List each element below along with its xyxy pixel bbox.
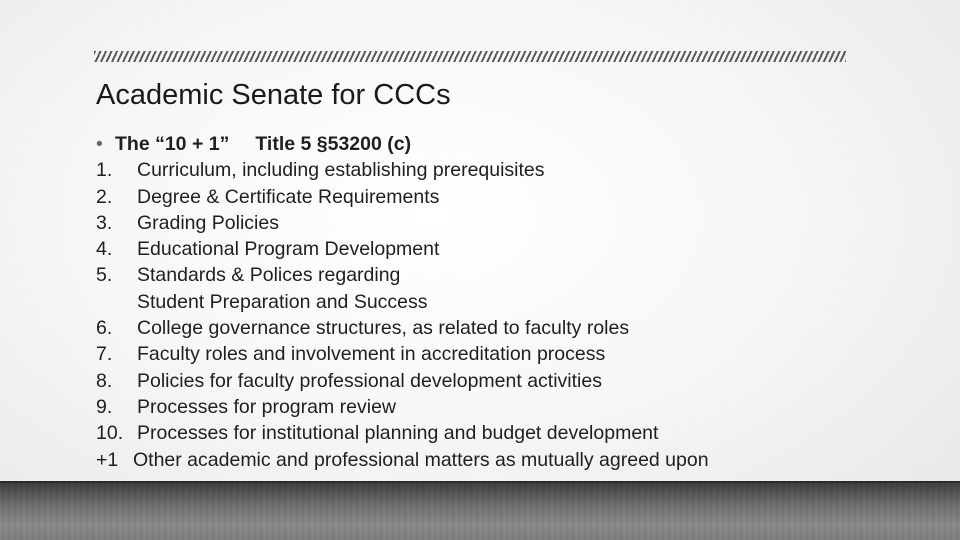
slide-body bbox=[96, 131, 856, 473]
item-number: +1 bbox=[96, 448, 119, 471]
list-item bbox=[96, 262, 856, 288]
item-number: 2. bbox=[96, 185, 113, 208]
item-text: Processes for institutional planning and budget development bbox=[137, 422, 659, 445]
heading-text bbox=[115, 131, 411, 157]
heading-reference: Title 5 §53200 (c) bbox=[255, 133, 412, 155]
item-number: 7. bbox=[96, 343, 113, 366]
item-text: Processes for program review bbox=[137, 395, 397, 418]
item-text: Policies for faculty professional development activities bbox=[137, 369, 602, 392]
list-item bbox=[96, 420, 856, 446]
list-item bbox=[96, 394, 856, 420]
list-item bbox=[96, 157, 856, 183]
heading-row bbox=[96, 131, 856, 157]
list-item bbox=[96, 315, 856, 341]
item-number: 6. bbox=[96, 317, 113, 340]
item-text: Educational Program Development bbox=[137, 238, 440, 261]
item-number: 8. bbox=[96, 369, 113, 392]
item-number: 10. bbox=[96, 422, 124, 445]
slide-title: Academic Senate for CCCs bbox=[96, 79, 451, 111]
item-text: Standards & Polices regarding bbox=[137, 264, 401, 287]
item-text-continuation: Student Preparation and Success bbox=[137, 290, 428, 313]
item-text: Curriculum, including establishing prerequisites bbox=[137, 159, 545, 182]
floor-background bbox=[0, 481, 960, 540]
item-text: Faculty roles and involvement in accreditation process bbox=[137, 343, 606, 366]
list-item bbox=[96, 341, 856, 367]
decorative-hatch-bar bbox=[94, 51, 846, 62]
item-text: Other academic and professional matters as mutually agreed upon bbox=[133, 448, 709, 471]
item-number: 9. bbox=[96, 395, 113, 418]
list-item bbox=[96, 368, 856, 394]
item-text: College governance structures, as related to faculty roles bbox=[137, 317, 630, 340]
bullet-marker: • bbox=[96, 133, 103, 155]
item-number: 5. bbox=[96, 264, 113, 287]
list-item bbox=[96, 184, 856, 210]
heading-label: The “10 + 1” bbox=[115, 133, 230, 155]
item-number: 4. bbox=[96, 238, 113, 261]
list-item-continuation bbox=[96, 289, 856, 315]
list-item bbox=[96, 210, 856, 236]
item-text: Grading Policies bbox=[137, 211, 279, 234]
item-text: Degree & Certificate Requirements bbox=[137, 185, 440, 208]
list-item bbox=[96, 236, 856, 262]
list-item bbox=[96, 447, 856, 473]
item-number: 1. bbox=[96, 159, 113, 182]
item-number: 3. bbox=[96, 211, 113, 234]
